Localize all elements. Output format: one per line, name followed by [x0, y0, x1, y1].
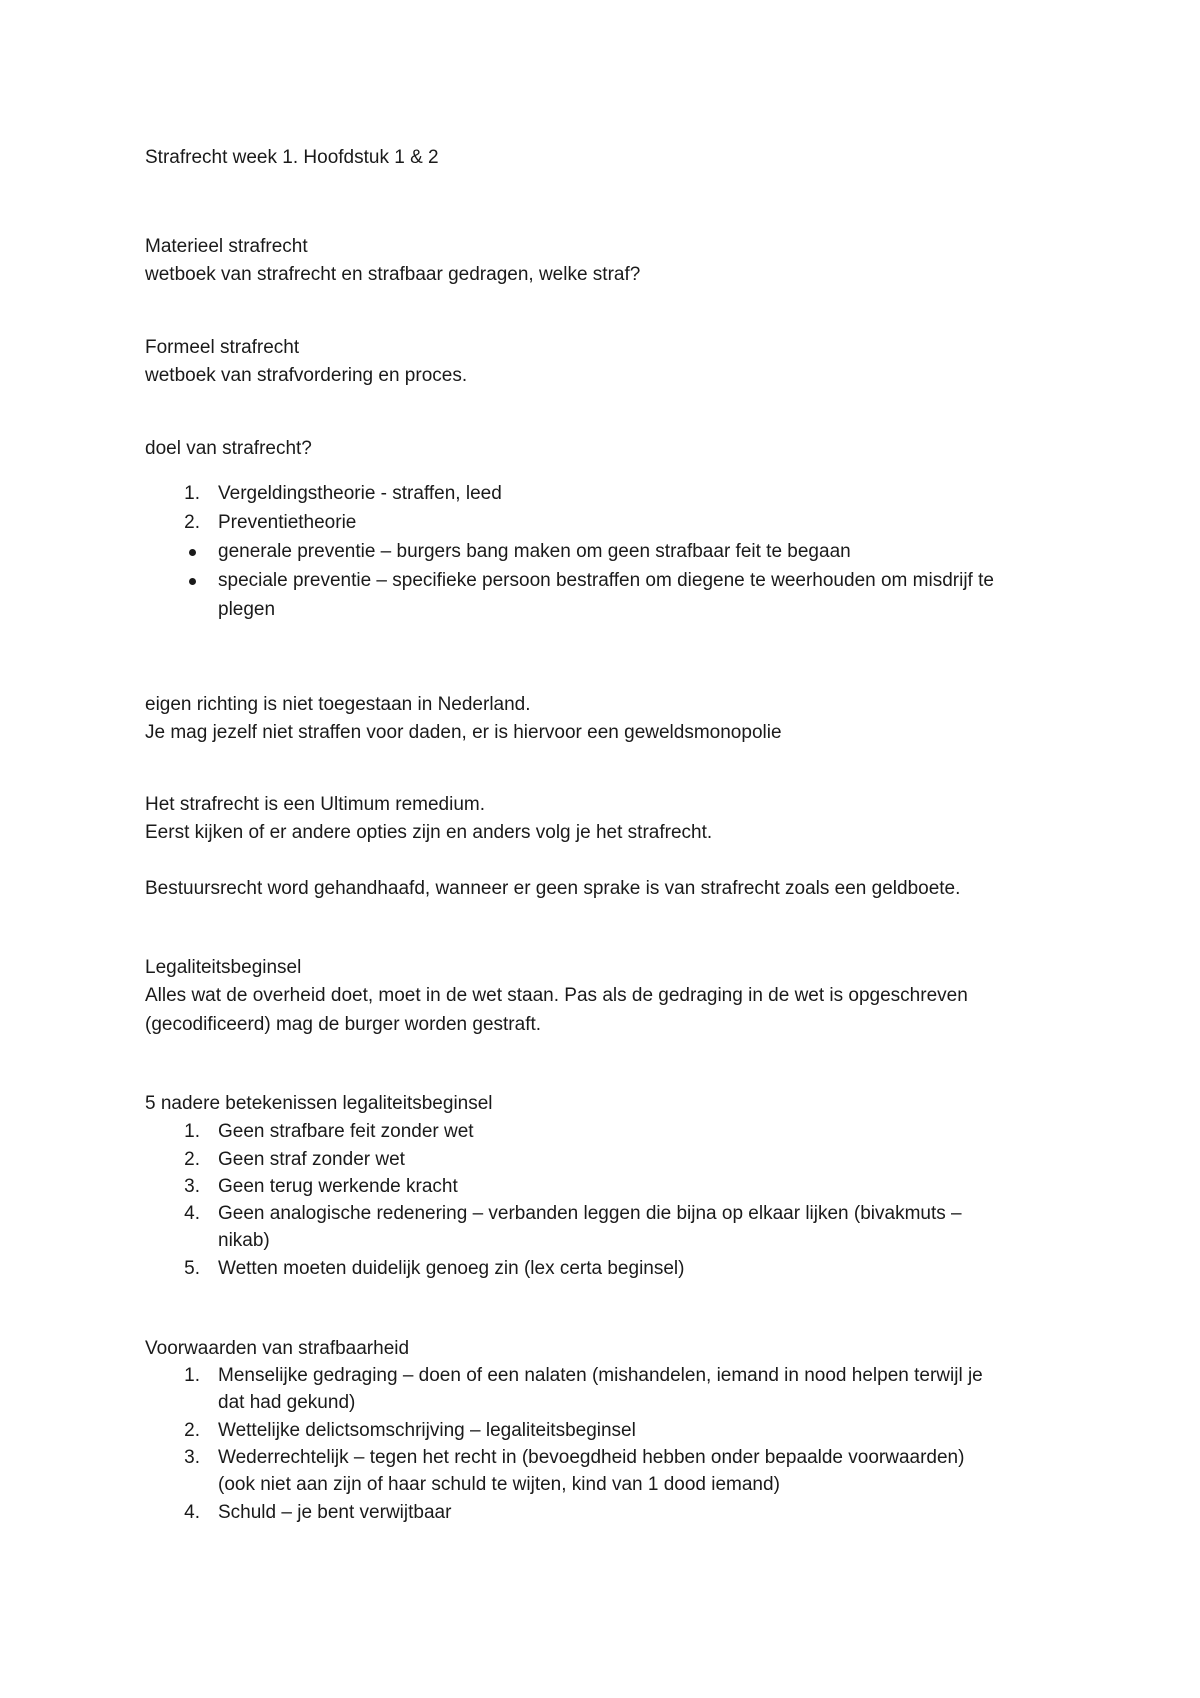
- text-legaliteit-line2: (gecodificeerd) mag de burger worden gestraft.: [145, 1014, 542, 1035]
- bullet-text: speciale preventie – specifieke persoon bestraffen om diegene te weerhouden om misdrijf te: [218, 570, 994, 591]
- heading-voorwaarden: Voorwaarden van strafbaarheid: [145, 1338, 410, 1359]
- heading-doel: doel van strafrecht?: [145, 438, 312, 459]
- list-marker: 4.: [184, 1203, 200, 1224]
- list-item-text-continued: nikab): [218, 1230, 270, 1251]
- list-item-text-continued: dat had gekund): [218, 1392, 356, 1413]
- list-marker: 3.: [184, 1447, 200, 1468]
- list-marker: 1.: [184, 1121, 200, 1142]
- list-item-text: Geen analogische redenering – verbanden leggen die bijna op elkaar lijken (bivakmuts –: [218, 1203, 962, 1224]
- list-marker: 1.: [184, 1365, 200, 1386]
- text-materieel: wetboek van strafrecht en strafbaar gedragen, welke straf?: [145, 264, 641, 285]
- list-item-text: Preventietheorie: [218, 512, 357, 533]
- list-marker: 3.: [184, 1176, 200, 1197]
- document-title: Strafrecht week 1. Hoofdstuk 1 & 2: [145, 147, 439, 168]
- text-andere-opties: Eerst kijken of er andere opties zijn en anders volg je het strafrecht.: [145, 822, 713, 843]
- text-ultimum-remedium: Het strafrecht is een Ultimum remedium.: [145, 794, 485, 815]
- text-legaliteit-line1: Alles wat de overheid doet, moet in de wet staan. Pas als de gedraging in de wet is opgeschreven: [145, 985, 968, 1006]
- heading-legaliteitsbeginsel: Legaliteitsbeginsel: [145, 957, 302, 978]
- text-formeel: wetboek van strafvordering en proces.: [145, 365, 468, 386]
- list-item-text: Wetten moeten duidelijk genoeg zin (lex certa beginsel): [218, 1258, 685, 1279]
- bullet-icon: [189, 549, 196, 556]
- heading-formeel: Formeel strafrecht: [145, 337, 300, 358]
- bullet-text: generale preventie – burgers bang maken om geen strafbaar feit te begaan: [218, 541, 851, 562]
- list-marker: 1.: [184, 483, 200, 504]
- list-item-text: Geen terug werkende kracht: [218, 1176, 458, 1197]
- list-marker: 2.: [184, 512, 200, 533]
- list-marker: 4.: [184, 1502, 200, 1523]
- text-bestuursrecht: Bestuursrecht word gehandhaafd, wanneer er geen sprake is van strafrecht zoals een geldboete.: [145, 878, 961, 899]
- heading-betekenissen: 5 nadere betekenissen legaliteitsbeginsel: [145, 1093, 493, 1114]
- list-item-text: Vergeldingstheorie - straffen, leed: [218, 483, 502, 504]
- text-geweldsmonopolie: Je mag jezelf niet straffen voor daden, er is hiervoor een geweldsmonopolie: [145, 722, 782, 743]
- list-item-text: Schuld – je bent verwijtbaar: [218, 1502, 452, 1523]
- list-item-text: Geen straf zonder wet: [218, 1149, 405, 1170]
- list-item-text-continued: (ook niet aan zijn of haar schuld te wijten, kind van 1 dood iemand): [218, 1474, 780, 1495]
- list-item-text: Geen strafbare feit zonder wet: [218, 1121, 474, 1142]
- bullet-icon: [189, 578, 196, 585]
- heading-materieel: Materieel strafrecht: [145, 236, 308, 257]
- list-marker: 5.: [184, 1258, 200, 1279]
- list-marker: 2.: [184, 1149, 200, 1170]
- bullet-text-continued: plegen: [218, 599, 276, 620]
- text-eigen-richting: eigen richting is niet toegestaan in Nederland.: [145, 694, 531, 715]
- list-item-text: Wederrechtelijk – tegen het recht in (bevoegdheid hebben onder bepaalde voorwaarden): [218, 1447, 965, 1468]
- list-item-text: Menselijke gedraging – doen of een nalaten (mishandelen, iemand in nood helpen terwijl je: [218, 1365, 983, 1386]
- list-item-text: Wettelijke delictsomschrijving – legaliteitsbeginsel: [218, 1420, 636, 1441]
- list-marker: 2.: [184, 1420, 200, 1441]
